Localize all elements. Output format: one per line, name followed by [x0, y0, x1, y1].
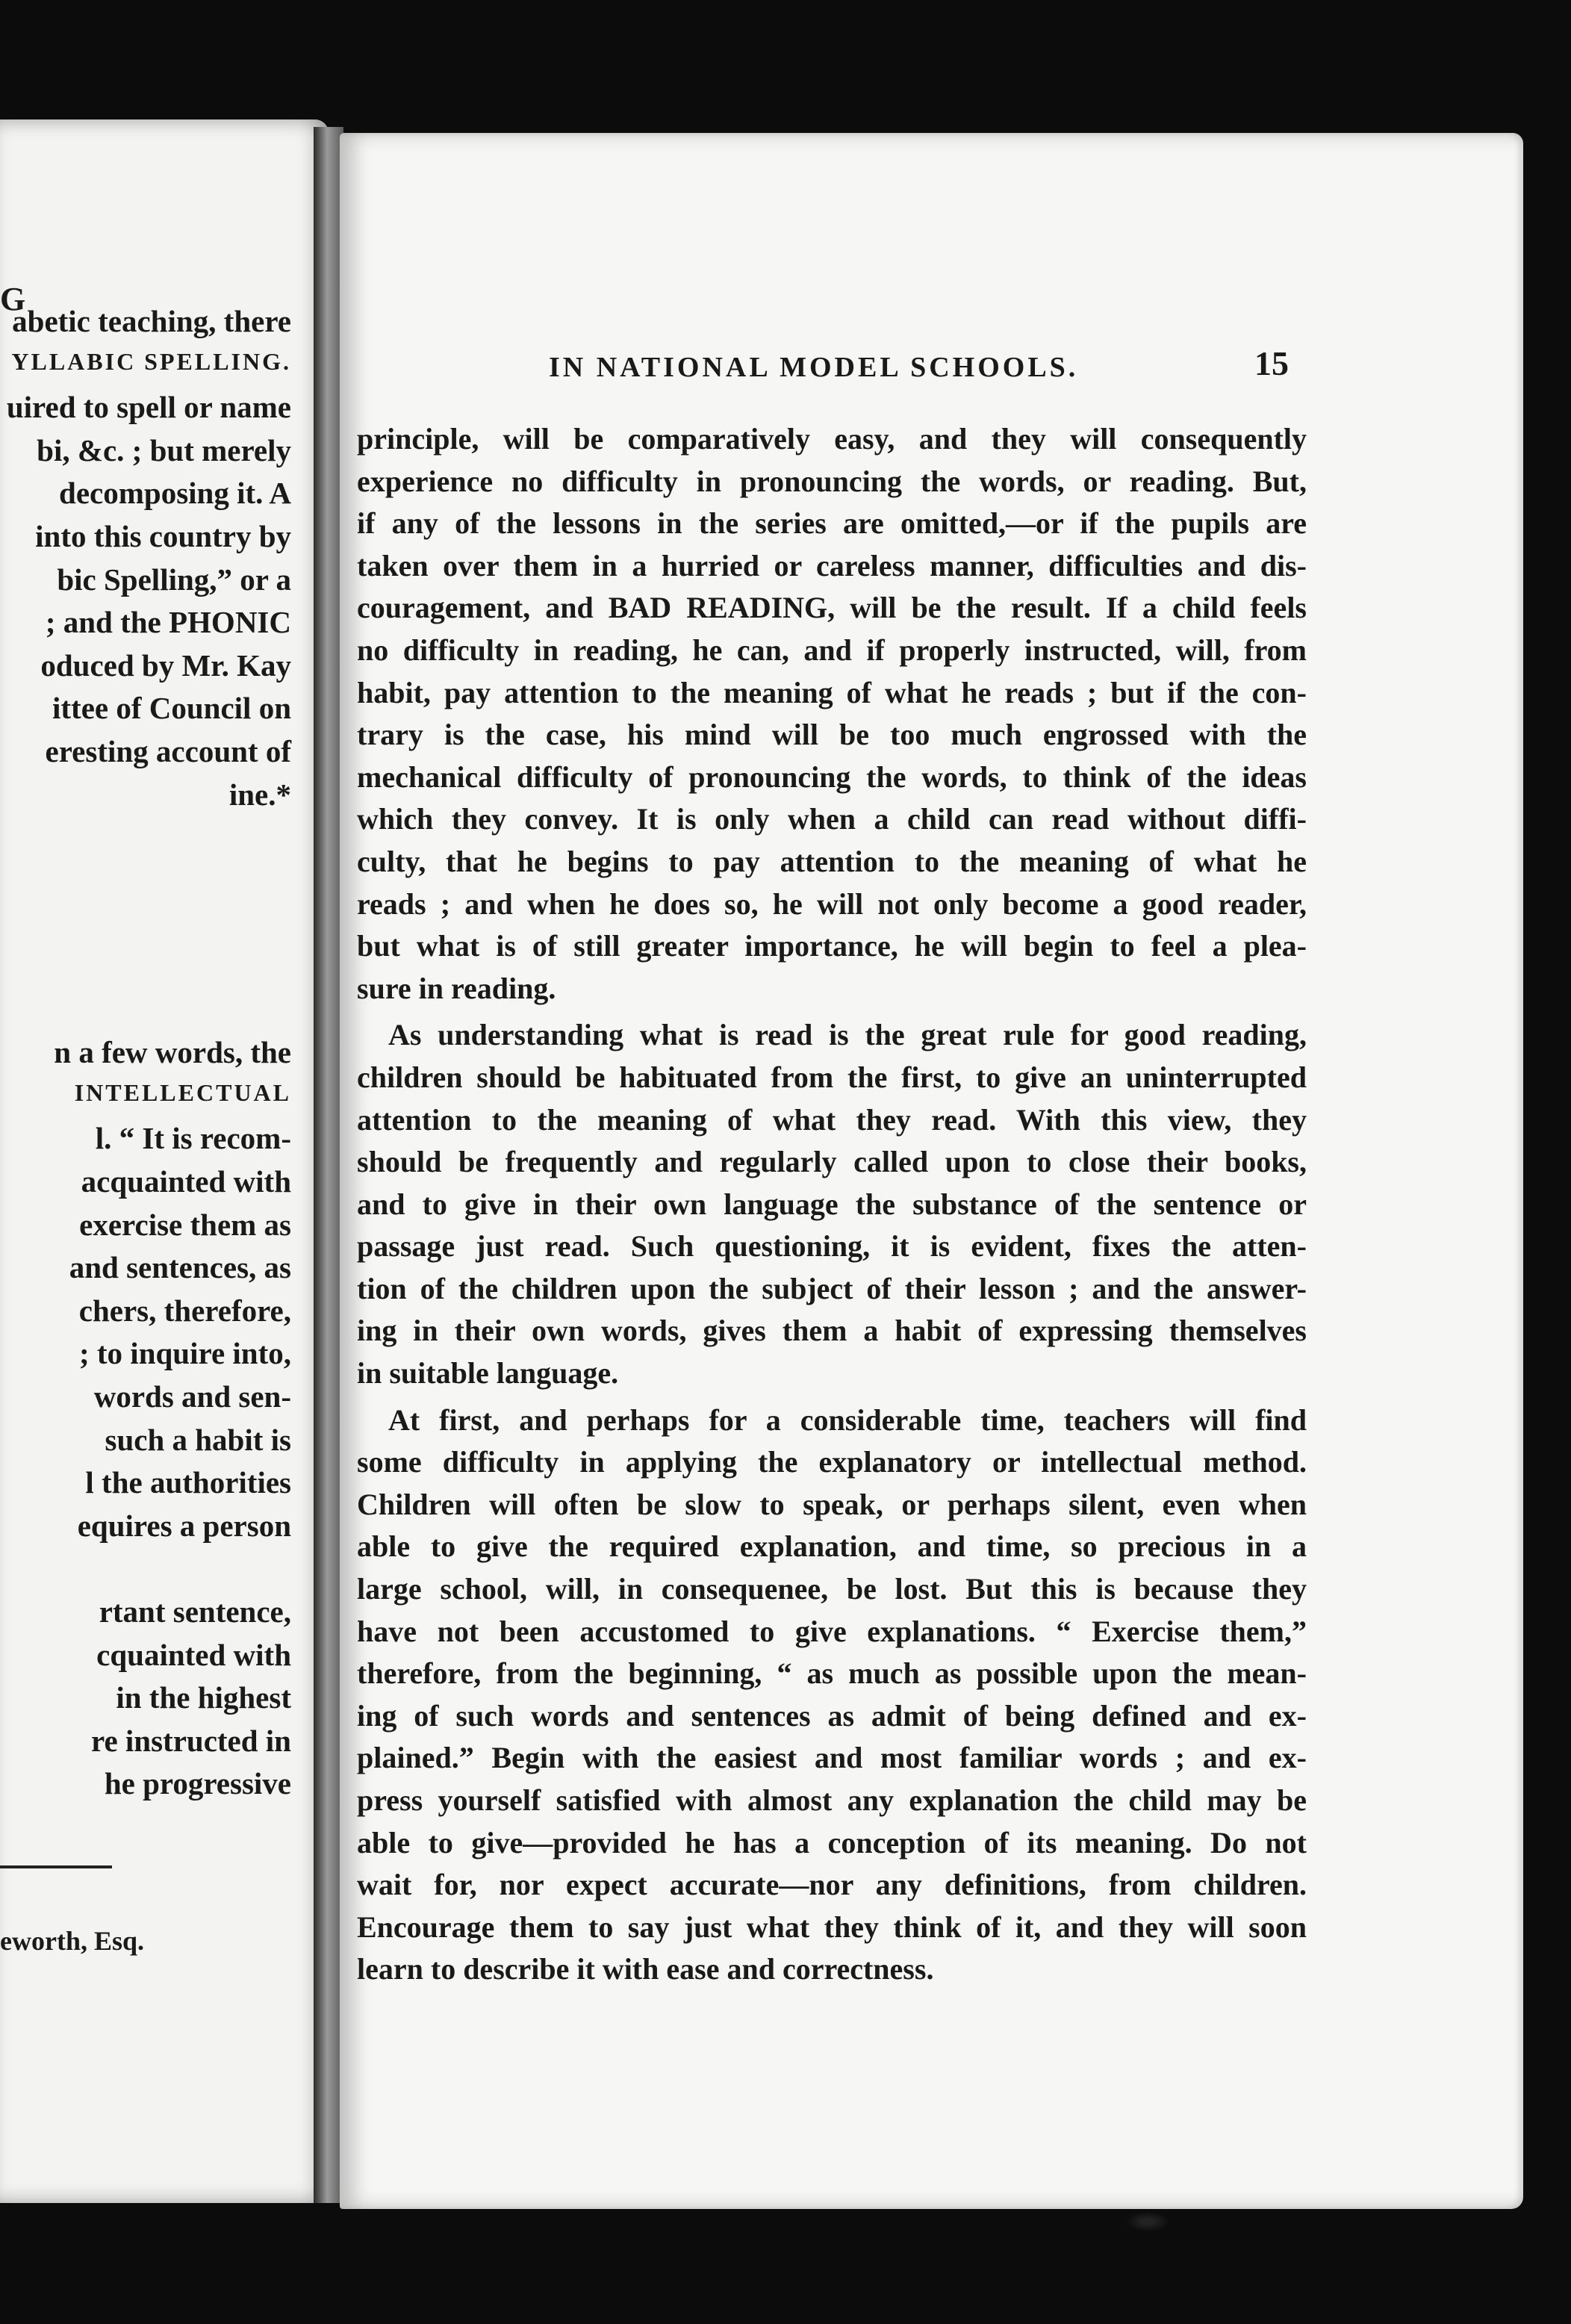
footnote-rule — [0, 1865, 112, 1868]
left-page-line: YLLABIC SPELLING. — [11, 347, 291, 375]
left-page-line: oduced by Mr. Kay — [40, 647, 291, 683]
left-page-line: ; and the PHONIC — [45, 605, 291, 640]
text-line: At first, and perhaps for a considerable time, teachers will find — [388, 1402, 1307, 1437]
left-page-line: in the highest — [116, 1680, 291, 1715]
left-page-line: ine.* — [228, 777, 291, 812]
text-line: learn to describe it with ease and correctness. — [357, 1952, 934, 1986]
text-line: if any of the lessons in the series are omitted,—or if the pupils are — [357, 506, 1307, 541]
left-page-line: acquainted with — [81, 1164, 291, 1199]
text-line: ing in their own words, gives them a habit of expressing themselves — [357, 1314, 1307, 1348]
text-line: passage just read. Such questioning, it is evident, fixes the atten- — [357, 1229, 1307, 1264]
text-line: taken over them in a hurried or careless manner, difficulties and dis- — [357, 548, 1307, 582]
left-page-line: INTELLECTUAL — [74, 1078, 291, 1106]
left-page-line: eresting account of — [45, 734, 291, 768]
left-page-line: words and sen- — [93, 1379, 291, 1414]
text-line: plained.” Begin with the easiest and most familiar words ; and ex- — [357, 1741, 1307, 1775]
text-line: some difficulty in applying the explanatory or intellectual method. — [357, 1445, 1307, 1479]
text-line: Encourage them to say just what they think of it, and they will soon — [357, 1910, 1307, 1944]
text-line: sure in reading. — [357, 971, 556, 1005]
text-line: but what is of still greater importance, he will begin to feel a plea- — [357, 929, 1307, 963]
left-page-line: ittee of Council on — [52, 691, 291, 726]
text-line: able to give the required explanation, and time, so precious in a — [357, 1529, 1307, 1564]
text-line: have not been accustomed to give explanations. “ Exercise them,” — [357, 1614, 1307, 1648]
left-page-line: equires a person — [77, 1508, 291, 1543]
book-gutter — [314, 127, 343, 2203]
running-head: IN NATIONAL MODEL SCHOOLS. — [549, 352, 1079, 383]
left-page-text — [0, 119, 314, 2203]
text-line: no difficulty in reading, he can, and if properly instructed, will, from — [357, 633, 1307, 667]
text-line: press yourself satisfied with almost any explanation the child may be — [357, 1783, 1307, 1817]
left-page-line: he progressive — [104, 1766, 291, 1801]
left-page-line: and sentences, as — [69, 1250, 291, 1285]
left-page-line: re instructed in — [90, 1723, 291, 1758]
ink-smudge — [1126, 2212, 1169, 2231]
left-page-line: l the authorities — [85, 1465, 291, 1500]
text-line: attention to the meaning of what they read. With this view, they — [357, 1102, 1307, 1137]
left-facing-page — [0, 119, 329, 2203]
text-line: mechanical difficulty of pronouncing the words, to think of the ideas — [357, 759, 1307, 794]
paragraph — [357, 1399, 1307, 1991]
text-line: couragement, and BAD READING, will be the result. If a child feels — [357, 591, 1307, 625]
left-page-line: bic Spelling,” or a — [57, 562, 291, 597]
text-line: habit, pay attention to the meaning of what he reads ; but if the con- — [357, 675, 1307, 709]
left-page-line: abetic teaching, there — [12, 304, 291, 338]
text-line: ing of such words and sentences as admit of being defined and ex- — [357, 1698, 1307, 1733]
left-page-line: decomposing it. A — [59, 476, 291, 511]
text-line: and to give in their own language the substance of the sentence or — [357, 1187, 1307, 1221]
left-page-footnote: eworth, Esq. — [0, 1926, 145, 1956]
left-page-line: such a habit is — [105, 1422, 291, 1457]
text-line: wait for, nor expect accurate—nor any definitions, from children. — [357, 1868, 1307, 1902]
text-line: children should be habituated from the first, to give an uninterrupted — [357, 1060, 1307, 1094]
paragraph — [357, 1014, 1307, 1394]
left-page-line: exercise them as — [79, 1207, 291, 1242]
body-text — [357, 418, 1307, 1991]
text-line: tion of the children upon the subject of their lesson ; and the answer- — [357, 1271, 1307, 1305]
left-page-line: bi, &c. ; but merely — [37, 432, 291, 467]
left-page-line: rtant sentence, — [99, 1594, 291, 1629]
text-line: should be frequently and regularly called upon to close their books, — [357, 1145, 1307, 1179]
text-line: trary is the case, his mind will be too much engrossed with the — [357, 718, 1307, 752]
left-page-line: into this country by — [35, 519, 291, 553]
text-line: able to give—provided he has a conception of its meaning. Do not — [357, 1825, 1307, 1859]
left-page-line: ; to inquire into, — [79, 1336, 291, 1371]
text-line: which they convey. It is only when a child can read without diffi- — [357, 802, 1307, 836]
text-line: Children will often be slow to speak, or perhaps silent, even when — [357, 1487, 1307, 1521]
left-page-line: l. “ It is recom- — [95, 1121, 291, 1156]
text-line: therefore, from the beginning, “ as much as possible upon the mean- — [357, 1656, 1307, 1691]
paragraph — [357, 418, 1307, 1010]
text-line: experience no difficulty in pronouncing the words, or reading. But, — [357, 464, 1307, 498]
text-line: reads ; and when he does so, he will not only become a good reader, — [357, 886, 1307, 921]
text-line: large school, will, in consequenee, be lost. But this is because they — [357, 1572, 1307, 1606]
text-line: culty, that he begins to pay attention to the meaning of what he — [357, 844, 1307, 878]
left-page-line: uired to spell or name — [6, 390, 291, 425]
left-page-line: cquainted with — [96, 1637, 291, 1672]
text-line: in suitable language. — [357, 1356, 619, 1391]
left-page-line: n a few words, the — [54, 1035, 291, 1070]
left-page-header: G — [0, 281, 28, 317]
left-page-line: chers, therefore, — [78, 1293, 291, 1328]
page-number: 15 — [1254, 344, 1289, 382]
text-line: As understanding what is read is the great rule for good reading, — [388, 1018, 1307, 1052]
text-line: principle, will be comparatively easy, and they will consequently — [357, 422, 1307, 456]
